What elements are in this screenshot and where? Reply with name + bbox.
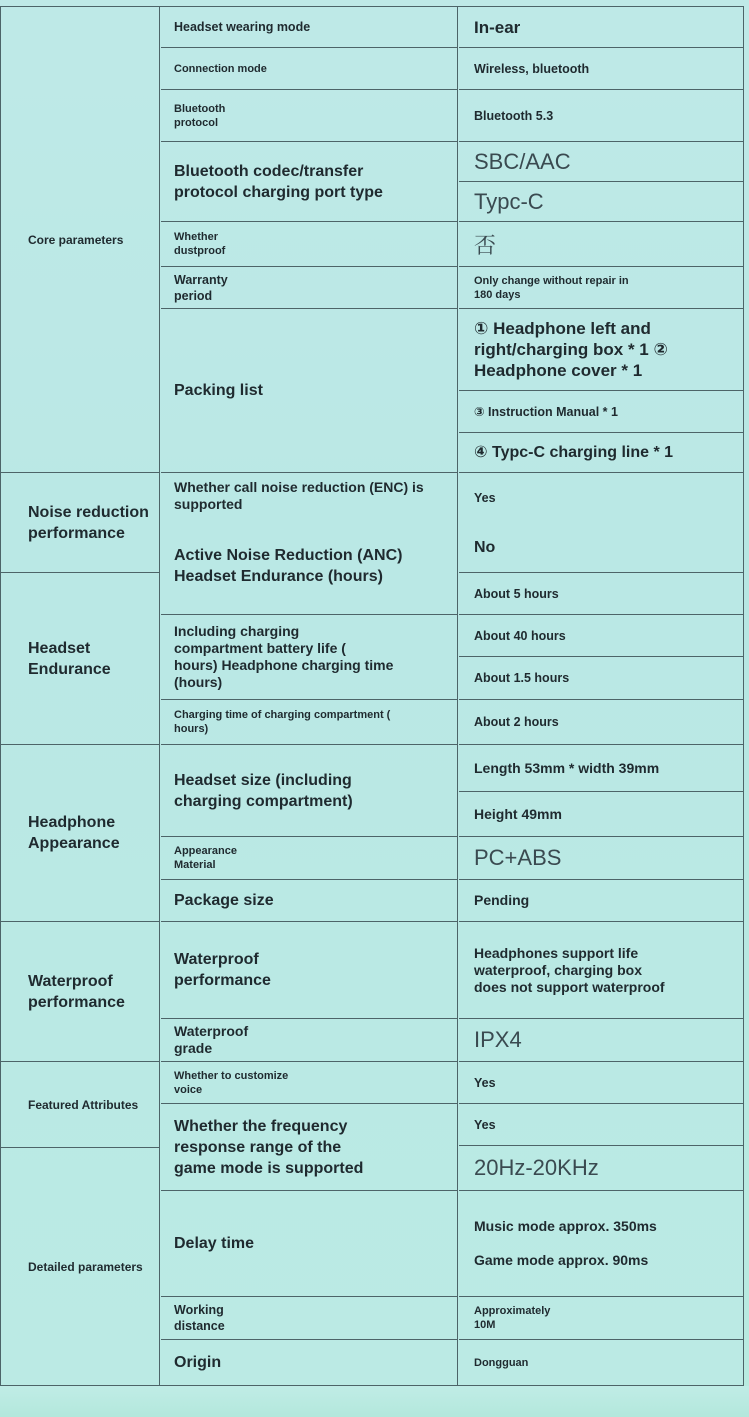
value-delay-time: Music mode approx. 350ms Game mode approx. 90ms bbox=[459, 1191, 743, 1297]
value-packing-1: ① Headphone left and right/charging box * 1 ② Headphone cover * 1 bbox=[459, 309, 743, 391]
value-package-size: Pending bbox=[459, 880, 743, 922]
value-packing-3: ④ Typc-C charging line * 1 bbox=[459, 433, 743, 473]
label-warranty: Warranty period bbox=[161, 267, 458, 309]
value-codec: SBC/AAC bbox=[459, 142, 743, 182]
label-frequency-range: Whether the frequency response range of the game mode is supported bbox=[161, 1104, 458, 1191]
value-port-type: Typc-C bbox=[459, 182, 743, 222]
value-endurance: About 5 hours bbox=[459, 573, 743, 615]
value-origin: Dongguan bbox=[474, 1356, 529, 1369]
category-featured-attributes: Featured Attributes bbox=[1, 1062, 160, 1148]
label-waterproof-performance: Waterproof performance bbox=[161, 922, 458, 1019]
label-origin: Origin bbox=[161, 1340, 458, 1385]
value-game-mode-frequency: Yes bbox=[459, 1104, 743, 1146]
label-material: Appearance Material bbox=[161, 837, 458, 880]
value-size-lw: Length 53mm * width 39mm bbox=[459, 745, 743, 792]
value-packing-2: ③ Instruction Manual * 1 bbox=[459, 391, 743, 433]
label-package-size: Package size bbox=[161, 880, 458, 922]
value-battery-life: About 40 hours bbox=[459, 615, 743, 657]
category-headset-endurance: Headset Endurance bbox=[1, 573, 160, 745]
value-anc: No bbox=[459, 523, 743, 573]
spec-table bbox=[0, 6, 744, 1386]
value-connection-mode: Wireless, bluetooth bbox=[459, 48, 743, 90]
value-frequency-range: 20Hz-20KHz bbox=[459, 1146, 743, 1191]
label-enc: Whether call noise reduction (ENC) is supported bbox=[161, 473, 458, 523]
label-battery-life: Including charging compartment battery life ( hours) Headphone charging time (hours) bbox=[161, 615, 458, 700]
label-headset-size: Headset size (including charging compartment) bbox=[161, 745, 458, 837]
value-size-height: Height 49mm bbox=[459, 792, 743, 837]
label-customize-voice: Whether to customize voice bbox=[161, 1062, 458, 1104]
label-waterproof-grade: Waterproof grade bbox=[161, 1019, 458, 1062]
bottom-background bbox=[0, 1386, 749, 1417]
value-charging-time: About 1.5 hours bbox=[459, 657, 743, 700]
value-waterproof-performance: Headphones support life waterproof, charging box does not support waterproof bbox=[459, 922, 743, 1019]
category-detailed-parameters: Detailed parameters bbox=[1, 1148, 160, 1385]
value-customize-voice: Yes bbox=[459, 1062, 743, 1104]
value-wearing-mode: In-ear bbox=[459, 7, 743, 48]
category-headphone-appearance: Headphone Appearance bbox=[1, 745, 160, 922]
label-connection-mode: Connection mode bbox=[161, 48, 458, 90]
value-compartment-charging: About 2 hours bbox=[459, 700, 743, 745]
label-working-distance: Working distance bbox=[161, 1297, 458, 1340]
label-dustproof: Whether dustproof bbox=[161, 222, 458, 267]
label-packing-list: Packing list bbox=[161, 309, 458, 473]
category-noise-reduction: Noise reduction performance bbox=[1, 473, 160, 573]
value-waterproof-grade: IPX4 bbox=[459, 1019, 743, 1062]
value-working-distance: Approximately 10M bbox=[459, 1297, 743, 1340]
category-core-parameters: Core parameters bbox=[1, 7, 160, 473]
label-compartment-charging: Charging time of charging compartment ( hours) bbox=[161, 700, 458, 745]
value-warranty: Only change without repair in 180 days bbox=[459, 267, 743, 309]
value-material: PC+ABS bbox=[459, 837, 743, 880]
label-bluetooth-protocol: Bluetooth protocol bbox=[161, 90, 458, 142]
label-delay-time: Delay time bbox=[161, 1191, 458, 1297]
category-waterproof: Waterproof performance bbox=[1, 922, 160, 1062]
label-wearing-mode: Headset wearing mode bbox=[161, 7, 458, 48]
label-codec-port: Bluetooth codec/transfer protocol charging port type bbox=[161, 142, 458, 222]
value-dustproof: 否 bbox=[459, 222, 743, 267]
value-bluetooth-protocol: Bluetooth 5.3 bbox=[459, 90, 743, 142]
value-enc: Yes bbox=[474, 491, 496, 505]
label-anc-endurance: Active Noise Reduction (ANC) Headset Endurance (hours) bbox=[161, 523, 458, 615]
